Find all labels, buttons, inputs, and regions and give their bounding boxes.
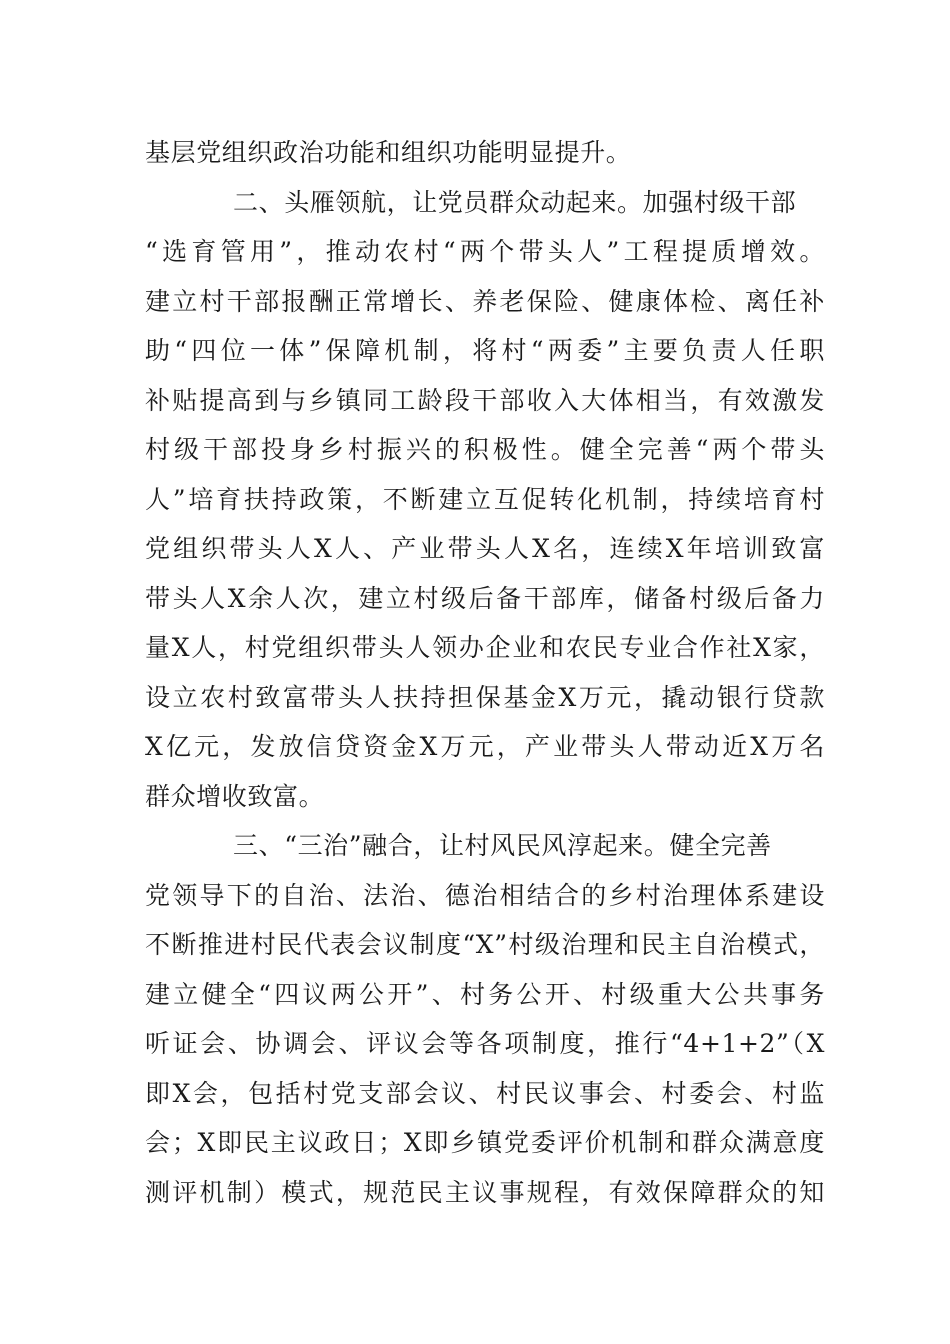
text-line: 会；X即民主议政日；X即乡镇党委评价机制和群众满意度 — [145, 1128, 825, 1157]
text-line: 补贴提高到与乡镇同工龄段干部收入大体相当，有效激发 — [145, 385, 825, 415]
text-line: 测评机制）模式，规范民主议事规程，有效保障群众的知 — [145, 1177, 825, 1207]
text-line: 设立农村致富带头人扶持担保基金X万元，撬动银行贷款 — [145, 682, 825, 712]
text-line: 建立村干部报酬正常增长、养老保险、健康体检、离任补 — [145, 286, 825, 316]
body-text — [145, 128, 825, 1217]
text-line: 助“四位一体”保障机制，将村“两委”主要负责人任职 — [145, 336, 825, 365]
text-line: 村级干部投身乡村振兴的积极性。健全完善“两个带头 — [145, 435, 825, 464]
text-line: “选育管用”，推动农村“两个带头人”工程提质增效。 — [145, 237, 825, 266]
text-line: X亿元，发放信贷资金X万元，产业带头人带动近X万名 — [145, 732, 825, 761]
text-line: 党领导下的自治、法治、德治相结合的乡村治理体系建设 — [145, 880, 825, 910]
text-line: 即X会，包括村党支部会议、村民议事会、村委会、村监 — [145, 1078, 825, 1108]
text-line: 听证会、协调会、评议会等各项制度，推行“4+1+2”（X — [145, 1029, 825, 1058]
text-line: 群众增收致富。 — [145, 781, 325, 811]
text-line: 不断推进村民代表会议制度“X”村级治理和民主自治模式， — [145, 930, 825, 959]
section-heading-line: 三、“三治”融合，让村风民风淳起来。健全完善 — [233, 831, 772, 860]
section-heading-line: 二、头雁领航，让党员群众动起来。加强村级干部 — [233, 187, 797, 217]
text-line: 带头人X余人次，建立村级后备干部库，储备村级后备力 — [145, 583, 825, 613]
text-line: 人”培育扶持政策，不断建立互促转化机制，持续培育村 — [145, 484, 825, 514]
text-line: 基层党组织政治功能和组织功能明显提升。 — [145, 138, 632, 167]
text-line: 量X人，村党组织带头人领办企业和农民专业合作社X家， — [145, 633, 825, 662]
text-line: 党组织带头人X人、产业带头人X名，连续X年培训致富 — [145, 534, 825, 563]
text-line: 建立健全“四议两公开”、村务公开、村级重大公共事务 — [145, 979, 825, 1009]
